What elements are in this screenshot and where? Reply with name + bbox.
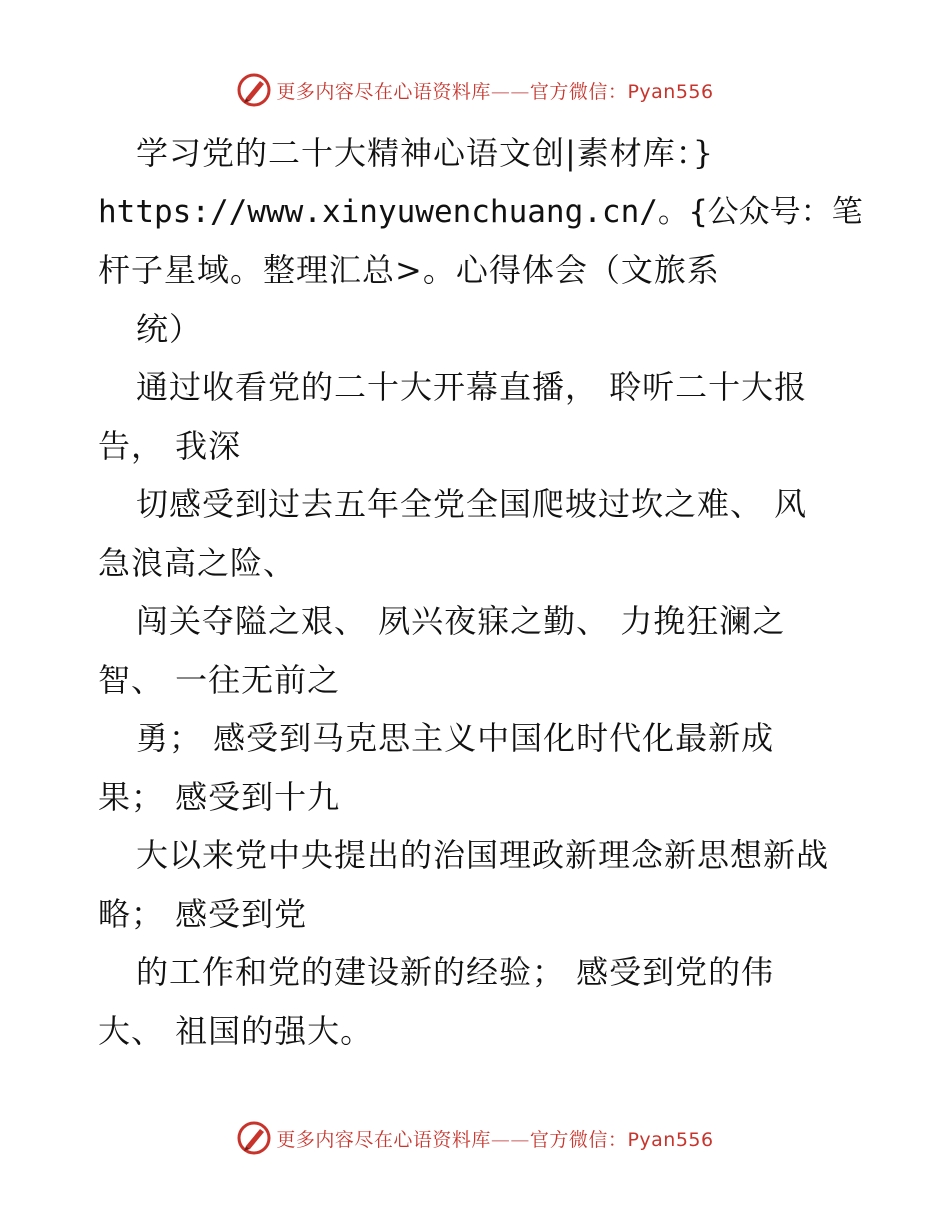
pen-logo-icon [236, 1120, 272, 1156]
text-line: 统） [136, 309, 203, 348]
text-line: 急浪高之险、 [98, 543, 297, 582]
document-body [98, 124, 863, 1060]
text-line: 果； 感受到十九 [98, 777, 341, 816]
text-line: 的工作和党的建设新的经验； 感受到党的伟 [136, 953, 775, 991]
text-line: 学习党的二十大精神心语文创|素材库：} [136, 134, 715, 172]
banner-label: 官方微信： [529, 1128, 628, 1151]
text-line: 勇； 感受到马克思主义中国化时代化最新成 [136, 719, 775, 757]
banner-main: 更多内容尽在心语资料库 [276, 80, 491, 103]
text-line-url: https://www.xinyuwenchuang.cn/。{公众号：笔 [98, 193, 863, 230]
text-line: 杆子星域。整理汇总>。心得体会（文旅系 [98, 251, 720, 289]
banner-separator: —— [490, 1128, 530, 1151]
banner-text [276, 77, 713, 104]
footer-banner [0, 1118, 950, 1158]
text-line: 智、 一往无前之 [98, 660, 341, 699]
banner-main: 更多内容尽在心语资料库 [276, 1128, 491, 1151]
banner-wechat-id: Pyan556 [627, 80, 714, 103]
text-line: 闯关夺隘之艰、 夙兴夜寐之勤、 力挽狂澜之 [136, 602, 786, 640]
pen-logo-icon [236, 72, 272, 108]
text-line: 告， 我深 [98, 426, 242, 465]
banner-text [276, 1125, 713, 1152]
banner-separator: —— [490, 80, 530, 103]
text-line: 略； 感受到党 [98, 894, 308, 933]
text-line: 大、 祖国的强大。 [98, 1011, 374, 1050]
text-line: 通过收看党的二十大开幕直播， 聆听二十大报 [136, 368, 808, 406]
banner-wechat-id: Pyan556 [627, 1128, 714, 1151]
banner-label: 官方微信： [529, 80, 628, 103]
text-line: 大以来党中央提出的治国理政新理念新思想新战 [136, 836, 830, 874]
text-line: 切感受到过去五年全党全国爬坡过坎之难、 风 [136, 485, 808, 523]
header-banner [0, 70, 950, 110]
